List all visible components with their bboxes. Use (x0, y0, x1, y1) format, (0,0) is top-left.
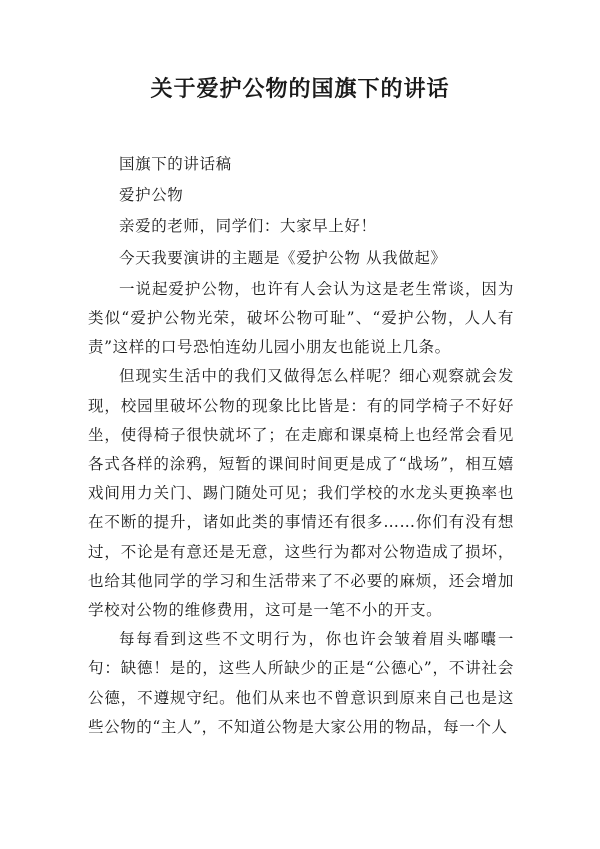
paragraph-speech-label: 国旗下的讲话稿 (119, 155, 232, 173)
paragraph-intro: 一说起爱护公物，也许有人会认为这是老生常谈，因为类似“爱护公物光荣，破坏公物可耻”、“爱护公物，人人有责”这样的口号恐怕连幼儿园小朋友也能说上几条。 (88, 279, 514, 357)
document-title: 关于爱护公物的国旗下的讲话 (150, 76, 450, 102)
paragraph-observation: 但现实生活中的我们又做得怎么样呢？细心观察就会发现，校园里破坏公物的现象比比皆是：有的同学椅子不好好坐，使得椅子很快就坏了；在走廊和课桌椅上也经常会看见各式各样的涂鸦，短暂的课间时间更是成了“战场”，相互嬉戏间用力关门、踢门随处可见；我们学校的水龙头更换率也在不断的提升，诸如此类的事情还有很多……你们有没有想过，不论是有意还是无意，这些行为都对公物造成了损坏，也给其他同学的学习和生活带来了不必要的麻烦，还会增加学校对公物的维修费用，这可是一笔不小的开支。 (88, 367, 514, 620)
paragraph-theme: 今天我要演讲的主题是《爱护公物 从我做起》 (119, 248, 447, 267)
paragraph-topic: 爱护公物 (119, 186, 184, 205)
document-body (88, 150, 514, 742)
paragraph-greeting: 亲爱的老师，同学们：大家早上好！ (119, 217, 377, 236)
paragraph-reflection: 每每看到这些不文明行为，你也许会皱着眉头嘟囔一句：缺德！是的，这些人所缺少的正是“公德心”，不讲社会公德，不遵规守纪。他们从来也不曾意识到原来自己也是这些公物的“主人”，不知道公物是大家公用的物品，每一个人 (88, 630, 514, 736)
